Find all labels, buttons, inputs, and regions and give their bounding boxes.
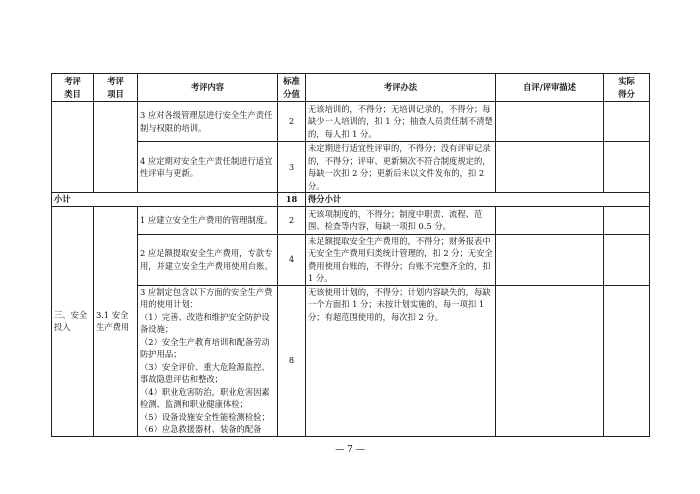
content-line: （6）应急救援器材、装备的配备: [140, 424, 262, 434]
score-cell: 2: [278, 102, 306, 142]
actual-score-cell[interactable]: [604, 234, 650, 285]
content-cell: 3 应对各级管理层进行安全生产责任制与权限的培训。: [138, 102, 278, 142]
table-row: [52, 142, 650, 193]
self-eval-cell[interactable]: [496, 102, 604, 142]
header-score: [278, 74, 306, 102]
table-row: [52, 206, 650, 234]
score-cell: 4: [278, 234, 306, 285]
content-cell: 2 应足额提取安全生产费用，专款专用，并建立安全生产费用使用台账。: [138, 234, 278, 285]
score-cell: 2: [278, 206, 306, 234]
header-category: [52, 74, 94, 102]
content-line: （5）设备设施安全性能检测检验；: [140, 411, 270, 422]
header-score-text: 标准 分值: [283, 76, 300, 99]
content-cell-list: [138, 285, 278, 436]
section-category: 三、安全投入: [52, 206, 94, 436]
evaluation-table: [51, 73, 650, 437]
header-actual-text: 实际 得分: [618, 76, 635, 99]
header-content: 考评内容: [138, 74, 278, 102]
header-method: 考评办法: [306, 74, 496, 102]
method-cell: 未定期进行适宜性评审的，不得分；没有评审记录的，不得分；评审、更新频次不符合制度规定的，每缺一次扣 2 分；更新后未以文件发布的，扣 2 分。: [306, 142, 496, 193]
page-number: — 7 —: [335, 445, 365, 455]
content-line: 3 应制定包含以下方面的安全生产费用的使用计划：: [140, 286, 273, 309]
self-eval-cell[interactable]: [496, 234, 604, 285]
content-line: （1）完善、改造和维护安全防护设备设施；: [140, 311, 270, 334]
actual-score-cell[interactable]: [604, 285, 650, 436]
self-eval-cell[interactable]: [496, 142, 604, 193]
blank-item-cell: [94, 102, 138, 193]
content-line: （3）安全评价、重大危险源监控、事故隐患评估和整改；: [140, 361, 270, 384]
header-row: [52, 74, 650, 102]
method-cell: 无该项制度的，不得分；制度中职责、流程、范围、检查等内容，每缺一项扣 0.5 分。: [306, 206, 496, 234]
table-row: [52, 102, 650, 142]
actual-score-cell[interactable]: [604, 206, 650, 234]
subtotal-score: 18: [278, 193, 306, 207]
score-cell: 8: [278, 285, 306, 436]
method-cell: 无该使用计划的，不得分；计划内容缺失的，每缺一个方面扣 1 分；未按计划实施的，每一项扣 1 分；有超范围使用的，每次扣 2 分。: [306, 285, 496, 436]
actual-score-cell[interactable]: [604, 142, 650, 193]
header-item: [94, 74, 138, 102]
method-cell: 未足额提取安全生产费用的，不得分；财务报表中无安全生产费用归类统计管理的，扣 2 分；无安全费用使用台账的，不得分；台账不完整齐全的，扣 1 分。: [306, 234, 496, 285]
self-eval-cell[interactable]: [496, 206, 604, 234]
self-eval-cell[interactable]: [496, 285, 604, 436]
table-row: [52, 285, 650, 436]
header-self-eval: 自评/评审描述: [496, 74, 604, 102]
header-item-text: 考评 项目: [107, 76, 124, 99]
header-category-text: 考评 类目: [64, 76, 81, 99]
blank-category-cell: [52, 102, 94, 193]
content-line: （2）安全生产教育培训和配备劳动防护用品；: [140, 336, 270, 359]
subtotal-label: 小计: [52, 193, 278, 207]
actual-score-cell[interactable]: [604, 102, 650, 142]
section-item: 3.1 安全生产费用: [94, 206, 138, 436]
header-actual: [604, 74, 650, 102]
content-line: （4）职业危害防治，职业危害因素检测、监测和职业健康体检；: [140, 386, 270, 409]
subtotal-text: 得分小计: [306, 193, 650, 207]
table-row: [52, 234, 650, 285]
content-cell: 1 应建立安全生产费用的管理制度。: [138, 206, 278, 234]
score-cell: 3: [278, 142, 306, 193]
subtotal-row: [52, 193, 650, 207]
content-cell: 4 应定期对安全生产责任制进行适宜性评审与更新。: [138, 142, 278, 193]
method-cell: 无该培训的，不得分；无培训记录的，不得分；每缺少一人培训的，扣 1 分；抽查人员责任制不清楚的，每人扣 1 分。: [306, 102, 496, 142]
